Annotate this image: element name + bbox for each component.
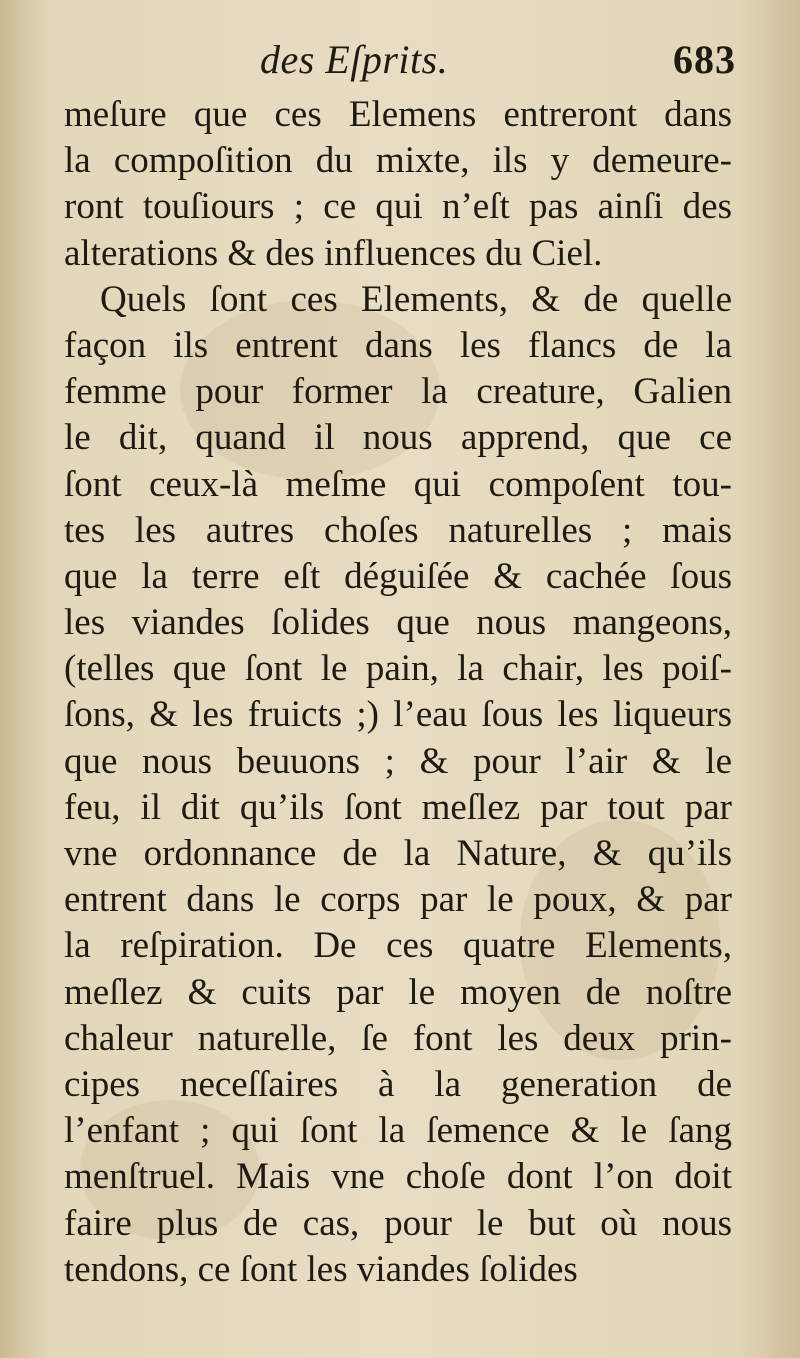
text-line: cipes neceſſaires à la generation de [64,1063,732,1105]
text-line: ſont ceux-là meſme qui compoſent tou- [64,463,732,505]
text-line: façon ils entrent dans les flancs de la [64,324,732,366]
text-line: ront touſiours ; ce qui n’eſt pas ainſi des [64,186,732,228]
text-line: (telles que ſont le pain, la chair, les poiſ- [64,648,732,690]
text-line: meſure que ces Elemens entreront dans [64,94,732,135]
text-line: tes les autres choſes naturelles ; mais [64,509,732,551]
text-line: l’enfant ; qui ſont la ſemence & le ſang [64,1110,732,1152]
text-line: femme pour former la creature, Galien [64,371,732,413]
body-text [64,92,732,1293]
page-number: 683 [673,37,736,82]
text-line: vne ordonnance de la Nature, & qu’ils [64,833,732,874]
text-line: les viandes ſolides que nous mangeons, [64,602,732,644]
text-line: feu, il dit qu’ils ſont meſlez par tout par [64,786,732,828]
paragraph-start-line: Quels ſont ces Elements, & de quelle [100,278,732,320]
text-line: menſtruel. Mais vne choſe dont l’on doit [64,1156,732,1198]
text-line: la reſpiration. De ces quatre Elements, [64,925,732,967]
text-line: ſons, & les fruicts ;) l’eau ſous les liqueurs [64,694,732,736]
text-line: meſlez & cuits par le moyen de noſtre [64,971,732,1013]
text-line: chaleur naturelle, ſe font les deux prin- [64,1017,732,1059]
text-line: que nous beuuons ; & pour l’air & le [64,740,732,782]
text-line: le dit, quand il nous apprend, que ce [64,417,732,459]
text-line: entrent dans le corps par le poux, & par [64,879,732,921]
text-line: que la terre eſt déguiſée & cachée ſous [64,555,732,597]
text-line: alterations & des influences du Ciel. [64,232,603,274]
page-header [60,30,740,90]
running-head: des Eſprits. [260,37,449,82]
text-line: faire plus de cas, pour le but où nous [64,1202,732,1244]
text-line: tendons, ce ſont les viandes ſolides [64,1248,578,1290]
text-line: la compoſition du mixte, ils y demeure- [64,140,732,182]
